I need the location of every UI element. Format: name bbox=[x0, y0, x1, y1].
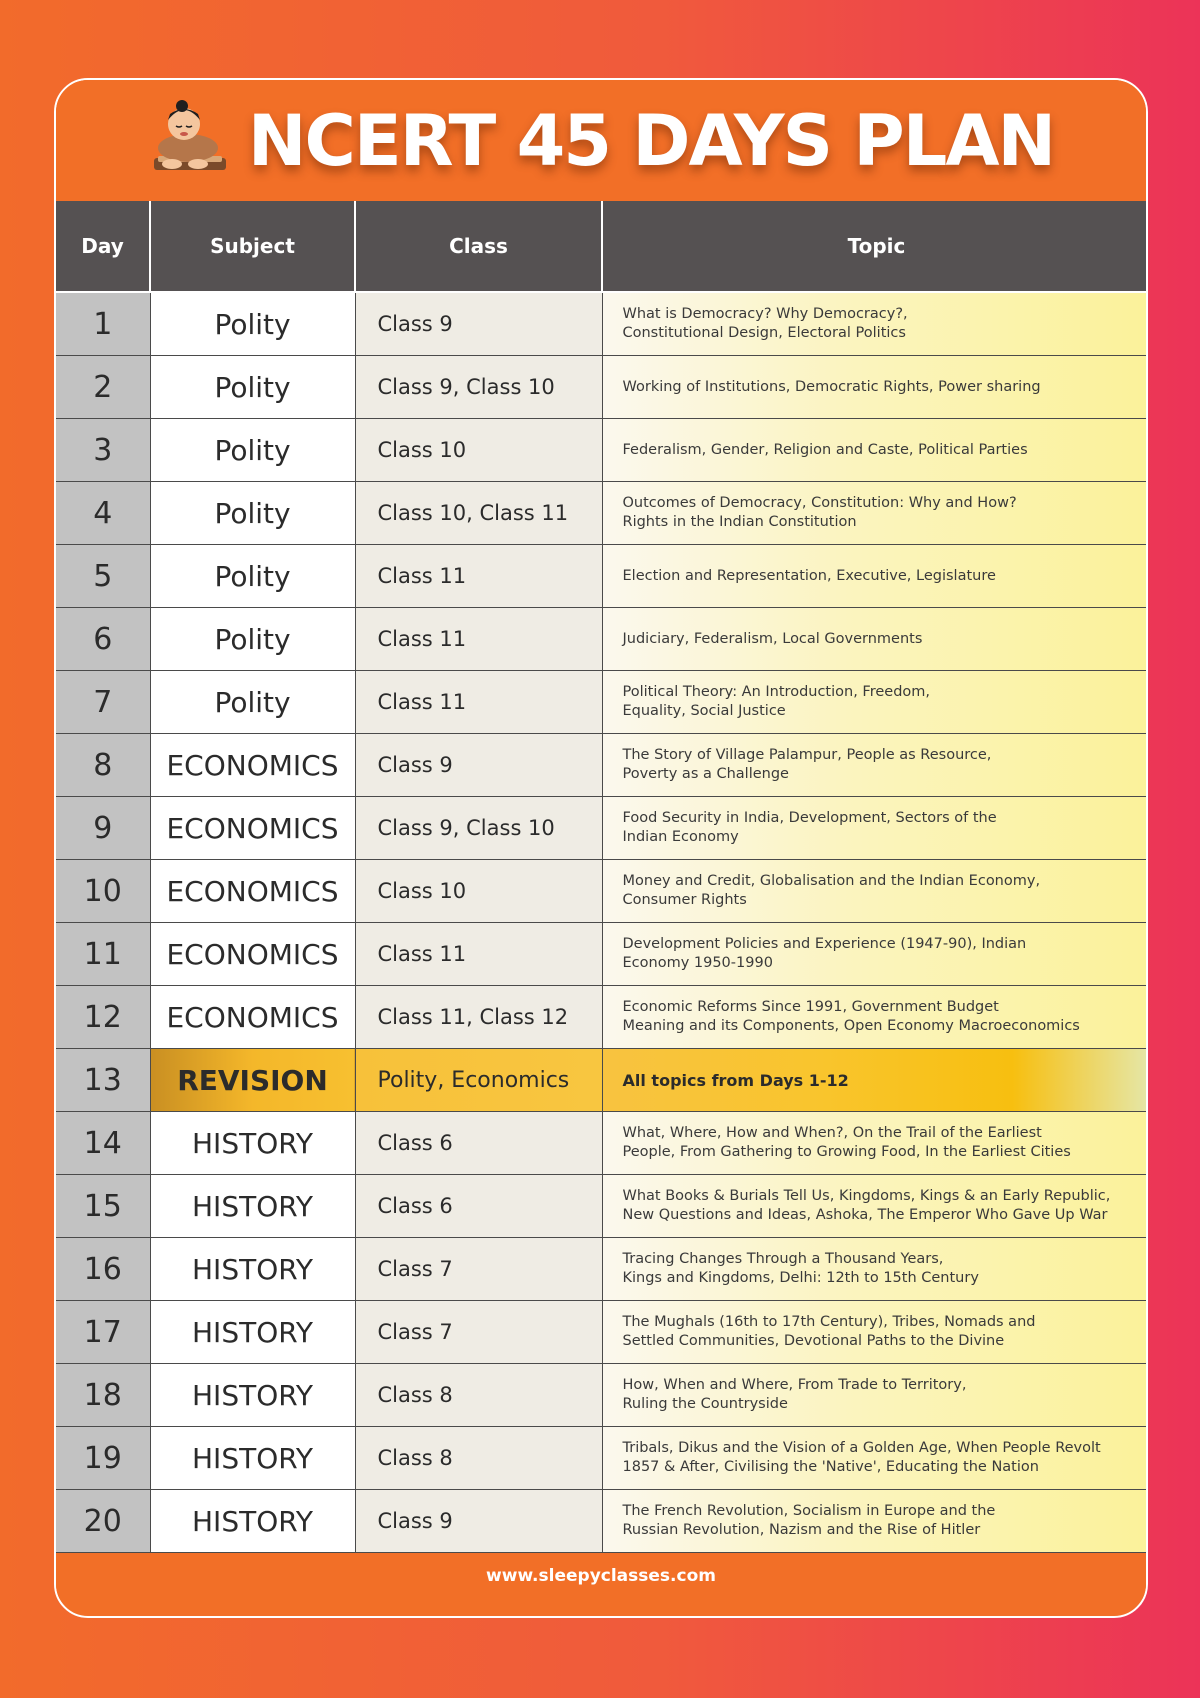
class-cell: Class 8 bbox=[355, 1364, 602, 1427]
column-header-day: Day bbox=[56, 201, 150, 292]
header bbox=[56, 80, 1146, 201]
subject-cell: Polity bbox=[150, 482, 355, 545]
class-cell: Class 10, Class 11 bbox=[355, 482, 602, 545]
subject-cell: ECONOMICS bbox=[150, 986, 355, 1049]
topic-cell: Tribals, Dikus and the Vision of a Golden Age, When People Revolt 1857 & After, Civilising the 'Native', Educating the Nation bbox=[602, 1427, 1148, 1490]
topic-cell: All topics from Days 1-12 bbox=[602, 1049, 1148, 1112]
day-cell: 5 bbox=[56, 545, 150, 608]
class-cell: Class 11 bbox=[355, 671, 602, 734]
day-cell: 2 bbox=[56, 356, 150, 419]
topic-cell: How, When and Where, From Trade to Territory, Ruling the Countryside bbox=[602, 1364, 1148, 1427]
table-row bbox=[56, 923, 1148, 986]
day-cell: 10 bbox=[56, 860, 150, 923]
table-row bbox=[56, 1175, 1148, 1238]
class-cell: Class 9, Class 10 bbox=[355, 797, 602, 860]
sleeping-mascot-icon bbox=[148, 98, 234, 184]
subject-cell: HISTORY bbox=[150, 1112, 355, 1175]
class-cell: Class 6 bbox=[355, 1112, 602, 1175]
topic-cell: Election and Representation, Executive, Legislature bbox=[602, 545, 1148, 608]
table-row bbox=[56, 860, 1148, 923]
class-cell: Class 9, Class 10 bbox=[355, 356, 602, 419]
subject-cell: HISTORY bbox=[150, 1490, 355, 1553]
day-cell: 14 bbox=[56, 1112, 150, 1175]
class-cell: Class 7 bbox=[355, 1238, 602, 1301]
class-cell: Class 7 bbox=[355, 1301, 602, 1364]
day-cell: 11 bbox=[56, 923, 150, 986]
subject-cell: HISTORY bbox=[150, 1175, 355, 1238]
day-cell: 19 bbox=[56, 1427, 150, 1490]
topic-cell: What Books & Burials Tell Us, Kingdoms, Kings & an Early Republic, New Questions and Ideas, Ashoka, The Emperor Who Gave Up War bbox=[602, 1175, 1148, 1238]
class-cell: Class 6 bbox=[355, 1175, 602, 1238]
topic-cell: Outcomes of Democracy, Constitution: Why and How? Rights in the Indian Constitution bbox=[602, 482, 1148, 545]
day-cell: 9 bbox=[56, 797, 150, 860]
table-row bbox=[56, 608, 1148, 671]
day-cell: 16 bbox=[56, 1238, 150, 1301]
subject-cell: Polity bbox=[150, 292, 355, 356]
column-header-topic: Topic bbox=[602, 201, 1148, 292]
subject-cell: Polity bbox=[150, 671, 355, 734]
subject-cell: ECONOMICS bbox=[150, 734, 355, 797]
subject-cell: ECONOMICS bbox=[150, 797, 355, 860]
class-cell: Class 9 bbox=[355, 292, 602, 356]
subject-cell: HISTORY bbox=[150, 1301, 355, 1364]
class-cell: Class 8 bbox=[355, 1427, 602, 1490]
class-cell: Class 11 bbox=[355, 923, 602, 986]
day-cell: 1 bbox=[56, 292, 150, 356]
topic-cell: The French Revolution, Socialism in Europe and the Russian Revolution, Nazism and the Rise of Hitler bbox=[602, 1490, 1148, 1553]
topic-cell: What is Democracy? Why Democracy?, Constitutional Design, Electoral Politics bbox=[602, 292, 1148, 356]
class-cell: Class 9 bbox=[355, 1490, 602, 1553]
table-row bbox=[56, 419, 1148, 482]
topic-cell: Judiciary, Federalism, Local Governments bbox=[602, 608, 1148, 671]
table-row bbox=[56, 356, 1148, 419]
subject-cell: Polity bbox=[150, 356, 355, 419]
day-cell: 3 bbox=[56, 419, 150, 482]
subject-cell: Polity bbox=[150, 545, 355, 608]
class-cell: Class 11, Class 12 bbox=[355, 986, 602, 1049]
table-row bbox=[56, 1364, 1148, 1427]
table-header-row bbox=[56, 201, 1148, 292]
column-header-subject: Subject bbox=[150, 201, 355, 292]
topic-cell: Food Security in India, Development, Sectors of the Indian Economy bbox=[602, 797, 1148, 860]
day-cell: 15 bbox=[56, 1175, 150, 1238]
class-cell: Class 11 bbox=[355, 545, 602, 608]
class-cell: Polity, Economics bbox=[355, 1049, 602, 1112]
table-row bbox=[56, 986, 1148, 1049]
subject-cell: ECONOMICS bbox=[150, 860, 355, 923]
table-row bbox=[56, 482, 1148, 545]
footer-url[interactable]: www.sleepyclasses.com bbox=[56, 1553, 1146, 1599]
topic-cell: The Mughals (16th to 17th Century), Tribes, Nomads and Settled Communities, Devotional Paths to the Divine bbox=[602, 1301, 1148, 1364]
subject-cell: Polity bbox=[150, 419, 355, 482]
day-cell: 7 bbox=[56, 671, 150, 734]
topic-cell: Federalism, Gender, Religion and Caste, Political Parties bbox=[602, 419, 1148, 482]
column-header-class: Class bbox=[355, 201, 602, 292]
topic-cell: Development Policies and Experience (1947-90), Indian Economy 1950-1990 bbox=[602, 923, 1148, 986]
table-row bbox=[56, 545, 1148, 608]
table-row bbox=[56, 797, 1148, 860]
topic-cell: The Story of Village Palampur, People as Resource, Poverty as a Challenge bbox=[602, 734, 1148, 797]
day-cell: 17 bbox=[56, 1301, 150, 1364]
table-row bbox=[56, 1301, 1148, 1364]
subject-cell: HISTORY bbox=[150, 1364, 355, 1427]
class-cell: Class 11 bbox=[355, 608, 602, 671]
day-cell: 4 bbox=[56, 482, 150, 545]
topic-cell: What, Where, How and When?, On the Trail of the Earliest People, From Gathering to Growing Food, In the Earliest Cities bbox=[602, 1112, 1148, 1175]
topic-cell: Working of Institutions, Democratic Rights, Power sharing bbox=[602, 356, 1148, 419]
day-cell: 13 bbox=[56, 1049, 150, 1112]
table-row bbox=[56, 1112, 1148, 1175]
class-cell: Class 10 bbox=[355, 860, 602, 923]
table-row bbox=[56, 1490, 1148, 1553]
subject-cell: HISTORY bbox=[150, 1427, 355, 1490]
subject-cell: ECONOMICS bbox=[150, 923, 355, 986]
day-cell: 18 bbox=[56, 1364, 150, 1427]
table-row bbox=[56, 671, 1148, 734]
plan-table bbox=[56, 201, 1148, 1553]
table-row bbox=[56, 292, 1148, 356]
page-title: NCERT 45 DAYS PLAN bbox=[247, 99, 1055, 182]
topic-cell: Economic Reforms Since 1991, Government Budget Meaning and its Components, Open Economy Macroeconomics bbox=[602, 986, 1148, 1049]
table-row bbox=[56, 1238, 1148, 1301]
day-cell: 20 bbox=[56, 1490, 150, 1553]
subject-cell: REVISION bbox=[150, 1049, 355, 1112]
topic-cell: Political Theory: An Introduction, Freedom, Equality, Social Justice bbox=[602, 671, 1148, 734]
topic-cell: Tracing Changes Through a Thousand Years, Kings and Kingdoms, Delhi: 12th to 15th Century bbox=[602, 1238, 1148, 1301]
table-row bbox=[56, 734, 1148, 797]
plan-card bbox=[54, 78, 1148, 1618]
class-cell: Class 9 bbox=[355, 734, 602, 797]
subject-cell: Polity bbox=[150, 608, 355, 671]
day-cell: 12 bbox=[56, 986, 150, 1049]
day-cell: 6 bbox=[56, 608, 150, 671]
day-cell: 8 bbox=[56, 734, 150, 797]
table-row bbox=[56, 1427, 1148, 1490]
topic-cell: Money and Credit, Globalisation and the Indian Economy, Consumer Rights bbox=[602, 860, 1148, 923]
table-row bbox=[56, 1049, 1148, 1112]
class-cell: Class 10 bbox=[355, 419, 602, 482]
subject-cell: HISTORY bbox=[150, 1238, 355, 1301]
